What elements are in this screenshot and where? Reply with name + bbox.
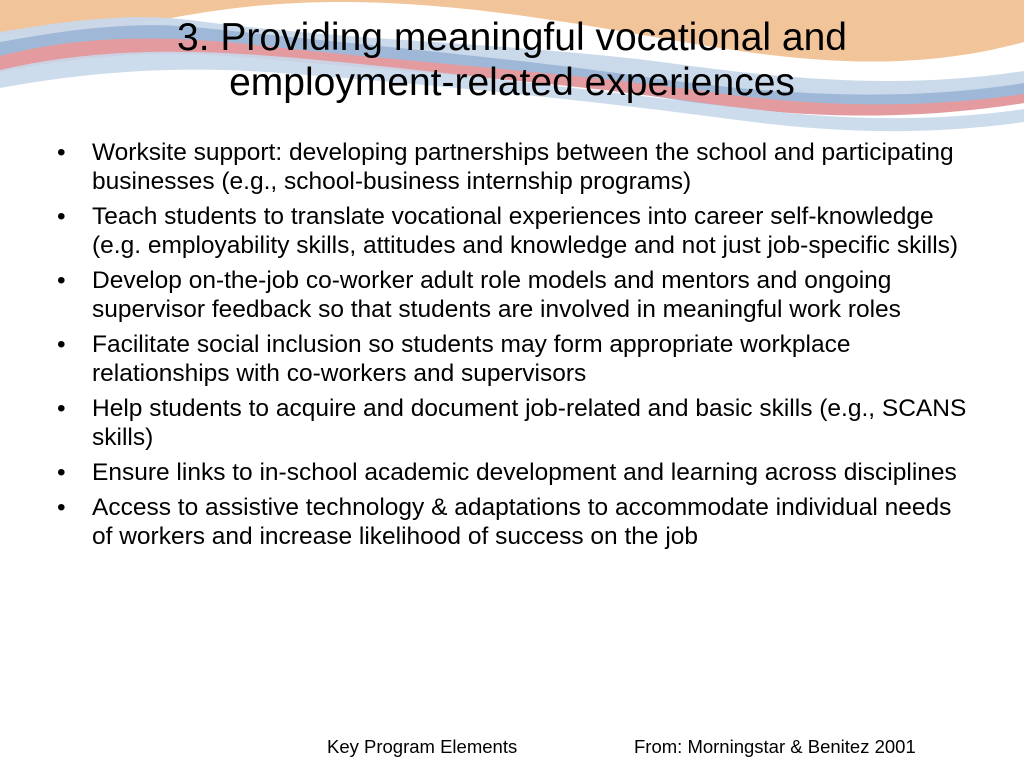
footer-program-elements: Key Program Elements — [327, 736, 518, 757]
footer-source-citation: From: Morningstar & Benitez 2001 — [634, 736, 916, 757]
list-item — [57, 202, 977, 260]
title-line: employment-related experiences — [229, 61, 795, 104]
bullet-list — [57, 138, 977, 557]
list-item — [57, 394, 977, 452]
list-item — [57, 458, 977, 487]
bullet-marker: • — [57, 459, 66, 486]
list-item — [57, 266, 977, 324]
bullet-text: Worksite support: developing partnerships between the school and participating businesses (e.g., school-business internship programs) — [92, 139, 954, 195]
bullet-marker: • — [57, 494, 66, 521]
bullet-text: Help students to acquire and document job-related and basic skills (e.g., SCANS skills) — [92, 395, 967, 451]
page-title — [40, 15, 984, 105]
list-item — [57, 138, 977, 196]
bullet-marker: • — [57, 395, 66, 422]
bullet-text: Access to assistive technology & adaptations to accommodate individual needs of workers and increase likelihood of success on the job — [92, 494, 952, 550]
bullet-text: Develop on-the-job co-worker adult role models and mentors and ongoing supervisor feedback so that students are involved in meaningful work roles — [92, 267, 901, 323]
list-item — [57, 330, 977, 388]
list-item — [57, 493, 977, 551]
bullet-text: Teach students to translate vocational experiences into career self-knowledge (e.g. employability skills, attitudes and knowledge and not just job-specific skills) — [92, 203, 959, 259]
bullet-marker: • — [57, 139, 66, 166]
title-line: 3. Providing meaningful vocational and — [177, 16, 847, 59]
bullet-marker: • — [57, 203, 66, 230]
bullet-text: Ensure links to in-school academic development and learning across disciplines — [92, 459, 957, 486]
bullet-marker: • — [57, 267, 66, 294]
bullet-marker: • — [57, 331, 66, 358]
bullet-text: Facilitate social inclusion so students may form appropriate workplace relationships with co-workers and supervisors — [92, 331, 851, 387]
